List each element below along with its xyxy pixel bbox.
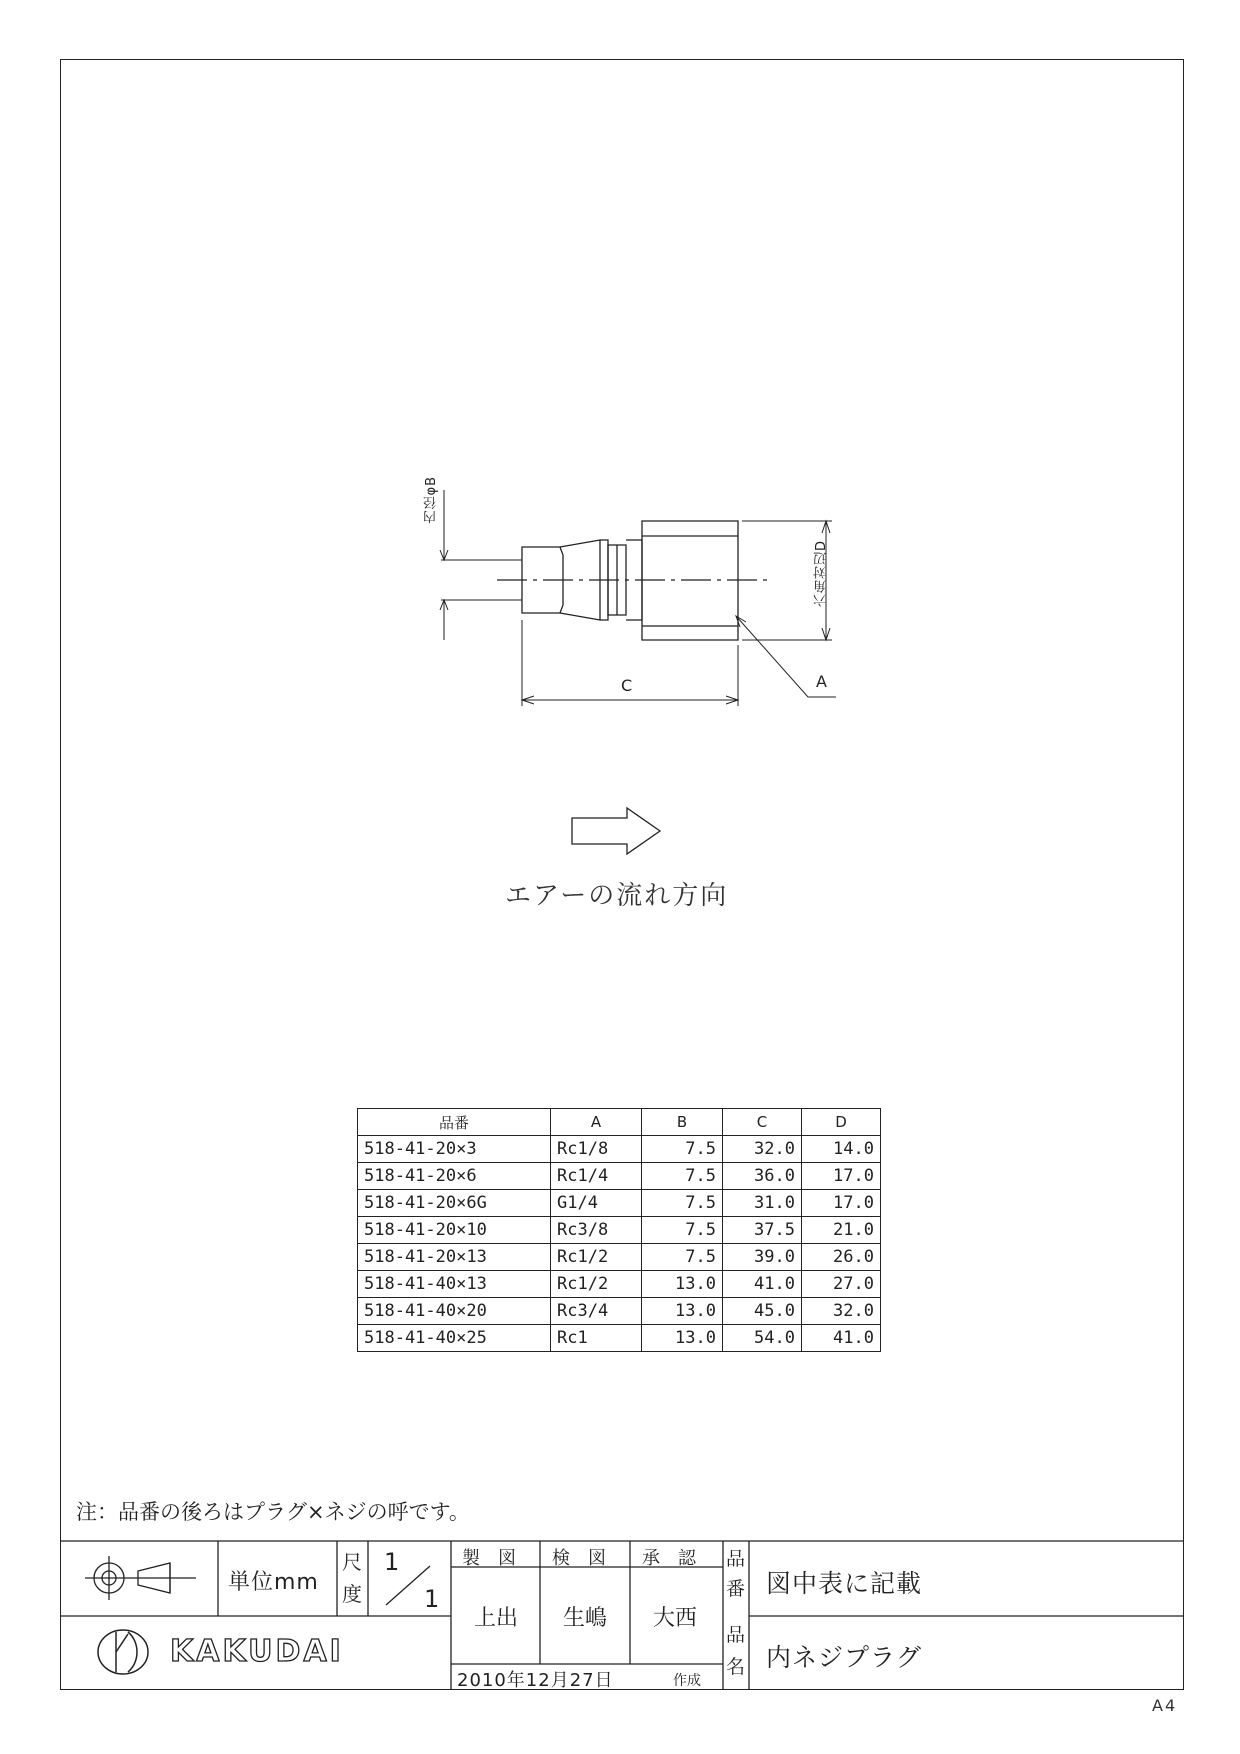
- cell-c: 39.0: [723, 1244, 802, 1271]
- drawn-by: 上出: [474, 1606, 519, 1631]
- table-row: [358, 1163, 881, 1190]
- cell-part-no: 518-41-20×6: [358, 1163, 551, 1190]
- cell-a: Rc1/4: [551, 1163, 642, 1190]
- scale-denominator: 1: [424, 1585, 440, 1613]
- cell-part-no: 518-41-40×25: [358, 1325, 551, 1352]
- part-no-label-bottom: 番: [726, 1578, 746, 1600]
- approved-by: 大西: [653, 1606, 698, 1631]
- flow-arrow: [572, 808, 660, 854]
- thread-label: A: [816, 672, 827, 691]
- part-no-value: 図中表に記載: [766, 1569, 923, 1598]
- scale-label-bottom: 度: [342, 1582, 362, 1606]
- length-label: C: [621, 676, 633, 695]
- checked-by: 生嶋: [563, 1606, 608, 1631]
- cell-d: 41.0: [802, 1325, 881, 1352]
- part-name-label-bottom: 名: [726, 1656, 746, 1678]
- cell-c: 37.5: [723, 1217, 802, 1244]
- kakudai-logo-mark: [98, 1630, 148, 1674]
- cell-b: 7.5: [642, 1217, 723, 1244]
- table-row: [358, 1271, 881, 1298]
- col-header-c: C: [723, 1109, 802, 1136]
- cell-b: 13.0: [642, 1271, 723, 1298]
- part-name-label-top: 品: [726, 1624, 746, 1646]
- cell-d: 27.0: [802, 1271, 881, 1298]
- cell-part-no: 518-41-40×20: [358, 1298, 551, 1325]
- cell-d: 17.0: [802, 1163, 881, 1190]
- cell-b: 13.0: [642, 1325, 723, 1352]
- note-text: 注：品番の後ろはプラグ×ネジの呼です。: [76, 1500, 470, 1524]
- cell-b: 7.5: [642, 1190, 723, 1217]
- cell-a: Rc3/8: [551, 1217, 642, 1244]
- cell-c: 32.0: [723, 1136, 802, 1163]
- cell-d: 21.0: [802, 1217, 881, 1244]
- drawn-header: 製 図: [462, 1548, 516, 1569]
- table-row: [358, 1190, 881, 1217]
- cell-c: 45.0: [723, 1298, 802, 1325]
- cell-c: 31.0: [723, 1190, 802, 1217]
- bore-label: 内径φB: [424, 476, 439, 524]
- checked-header: 検 図: [552, 1548, 606, 1569]
- table-header-row: [358, 1109, 881, 1136]
- cell-d: 14.0: [802, 1136, 881, 1163]
- col-header-part-no: 品番: [358, 1109, 551, 1136]
- sheet-size: A4: [1152, 1696, 1178, 1715]
- cell-part-no: 518-41-20×10: [358, 1217, 551, 1244]
- cell-b: 7.5: [642, 1136, 723, 1163]
- cell-c: 41.0: [723, 1271, 802, 1298]
- table-row: [358, 1325, 881, 1352]
- cell-part-no: 518-41-20×3: [358, 1136, 551, 1163]
- hex-label: 六角対辺D: [814, 540, 829, 608]
- cell-a: G1/4: [551, 1190, 642, 1217]
- table-row: [358, 1136, 881, 1163]
- cell-c: 54.0: [723, 1325, 802, 1352]
- col-header-a: A: [551, 1109, 642, 1136]
- table-row: [358, 1298, 881, 1325]
- spec-table: [357, 1108, 881, 1352]
- cell-d: 26.0: [802, 1244, 881, 1271]
- table-row: [358, 1217, 881, 1244]
- table-row: [358, 1244, 881, 1271]
- cell-part-no: 518-41-20×6G: [358, 1190, 551, 1217]
- cell-a: Rc1/2: [551, 1244, 642, 1271]
- cell-part-no: 518-41-40×13: [358, 1271, 551, 1298]
- approved-header: 承 認: [642, 1548, 696, 1569]
- scale-numerator: 1: [384, 1548, 400, 1576]
- part-name-value: 内ネジプラグ: [766, 1643, 923, 1672]
- cell-d: 17.0: [802, 1190, 881, 1217]
- col-header-b: B: [642, 1109, 723, 1136]
- projection-symbol: [85, 1556, 196, 1600]
- created-label: 作成: [673, 1673, 701, 1689]
- cell-c: 36.0: [723, 1163, 802, 1190]
- cell-b: 13.0: [642, 1298, 723, 1325]
- cell-a: Rc1: [551, 1325, 642, 1352]
- part-no-label-top: 品: [726, 1548, 746, 1570]
- cell-a: Rc3/4: [551, 1298, 642, 1325]
- cell-a: Rc1/2: [551, 1271, 642, 1298]
- unit-label: 単位mm: [228, 1570, 319, 1595]
- flow-caption: エアーの流れ方向: [505, 881, 729, 911]
- scale-label-top: 尺: [342, 1550, 362, 1574]
- cell-b: 7.5: [642, 1163, 723, 1190]
- date-text: 2010年12月27日: [457, 1670, 614, 1691]
- cell-d: 32.0: [802, 1298, 881, 1325]
- cell-part-no: 518-41-20×13: [358, 1244, 551, 1271]
- col-header-d: D: [802, 1109, 881, 1136]
- cell-a: Rc1/8: [551, 1136, 642, 1163]
- kakudai-logo-text: KAKUDAI: [170, 1634, 344, 1669]
- cell-b: 7.5: [642, 1244, 723, 1271]
